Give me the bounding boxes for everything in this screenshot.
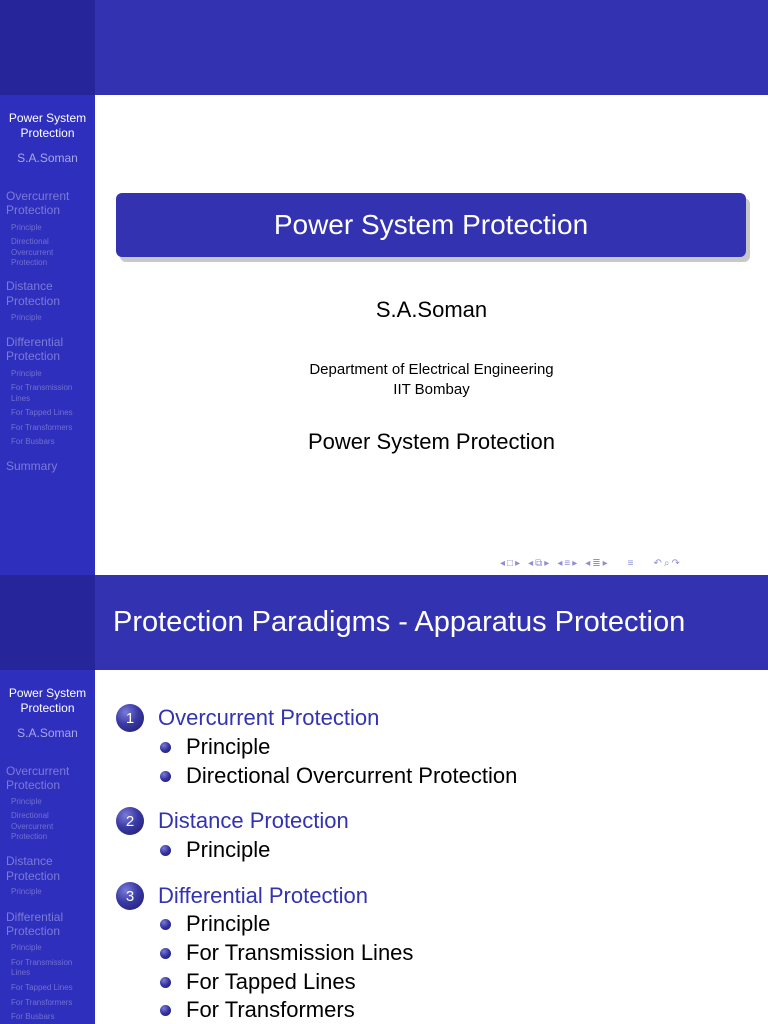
slide-header-bar [95,0,768,95]
arrow-left-icon[interactable]: ◂ [528,557,534,569]
outline-section-differential[interactable] [116,881,368,911]
sidebar-section-overcurrent-line1[interactable]: Overcurrent [6,764,70,778]
institute-line2: IIT Bombay [393,381,470,398]
sidebar-subsection-transmission-line2[interactable]: Lines [11,394,31,403]
sidebar-section-differential-line1[interactable]: Differential [6,910,64,924]
bullet-icon [160,977,171,988]
sidebar-section-overcurrent-line2[interactable]: Protection [6,778,61,792]
subsection-label: For Transmission Lines [186,940,414,965]
outline-subsection[interactable] [160,762,517,790]
bullet-icon [160,1005,171,1016]
sidebar-subsection-busbars[interactable]: For Busbars [11,437,55,446]
bullet-icon [160,742,171,753]
slide-author: S.A.Soman [375,297,488,322]
sidebar-subsection-transmission-line1[interactable]: For Transmission [11,958,73,967]
sidebar-subsection-tapped-lines[interactable]: For Tapped Lines [11,983,73,992]
redo-icon[interactable]: ↷ [671,557,680,569]
section-number-badge: 1 [116,704,144,732]
section-label: Differential Protection [158,883,368,908]
sidebar-subsection-transmission-line1[interactable]: For Transmission [11,383,73,392]
sidebar-cap [0,575,95,670]
outline-subsection[interactable] [160,733,270,761]
sidebar-subsection-principle[interactable]: Principle [11,943,42,952]
sidebar-subsection-principle[interactable]: Principle [11,797,42,806]
outline-slide [0,575,768,1024]
frame-icon[interactable]: □ [507,557,514,569]
sidebar-title-line1[interactable]: Power System [8,686,87,700]
outline-section-overcurrent[interactable] [116,703,379,733]
bullet-icon [160,948,171,959]
undo-icon[interactable]: ↶ [653,557,662,569]
outline-subsection[interactable] [160,836,270,864]
sidebar-subsection-directional-line1[interactable]: Directional [11,811,49,820]
sidebar-subsection-directional-line3[interactable]: Protection [11,832,48,841]
outline-section-distance[interactable] [116,806,349,836]
bullet-icon [160,771,171,782]
sidebar-author[interactable]: S.A.Soman [17,151,78,165]
section-icon[interactable]: ≡ [564,557,571,569]
section-number-badge: 2 [116,807,144,835]
bullet-icon [160,845,171,856]
arrow-left-icon[interactable]: ◂ [557,557,563,569]
sidebar-subsection-directional-line3[interactable]: Protection [11,258,48,267]
align-icon[interactable]: ≡ [627,557,634,569]
subsection-label: Principle [186,911,271,936]
outline-subsection[interactable] [160,939,413,967]
sidebar-subsection-directional-line2[interactable]: Overcurrent [11,822,54,831]
arrow-right-icon[interactable]: ▸ [515,557,521,569]
sidebar-cap [0,0,95,95]
sidebar-section-differential-line1[interactable]: Differential [6,335,64,349]
sidebar-subsection-principle[interactable]: Principle [11,369,42,378]
sidebar [0,575,95,1024]
slide-date: Power System Protection [308,429,555,454]
section-label: Distance Protection [158,808,349,833]
sidebar-section-summary[interactable]: Summary [6,459,58,473]
slide-title: Protection Paradigms - Apparatus Protection [113,606,686,638]
subsection-label: For Tapped Lines [186,969,356,994]
subsection-label: Principle [186,734,271,759]
bullet-icon [160,919,171,930]
slide-title: Power System Protection [273,209,589,240]
sidebar-title-line2[interactable]: Protection [20,701,75,715]
search-icon[interactable]: ⌕ [663,557,670,569]
sidebar-subsection-principle[interactable]: Principle [11,313,42,322]
sidebar-subsection-principle[interactable]: Principle [11,223,42,232]
outline-subsection[interactable] [160,910,270,938]
sidebar-subsection-transmission-line2[interactable]: Lines [11,968,31,977]
sidebar-section-distance-line1[interactable]: Distance [6,279,53,293]
sidebar-subsection-transformers[interactable]: For Transformers [11,998,73,1007]
sidebar-title-line2[interactable]: Protection [20,126,75,140]
sidebar-subsection-directional-line2[interactable]: Overcurrent [11,248,54,257]
list-icon[interactable]: ≣ [592,557,601,569]
sidebar-section-distance-line1[interactable]: Distance [6,854,53,868]
sidebar-subsection-tapped-lines[interactable]: For Tapped Lines [11,408,73,417]
sidebar-subsection-busbars[interactable]: For Busbars [11,1012,55,1021]
arrow-left-icon[interactable]: ◂ [585,557,591,569]
title-box [116,193,746,257]
subsection-icon[interactable]: ⧉ [535,557,543,569]
subsection-label: For Transformers [186,997,355,1022]
outline-subsection[interactable] [160,968,356,996]
subsection-label: Principle [186,837,271,862]
slide-header-bar [95,575,768,670]
sidebar-title-line1[interactable]: Power System [8,111,87,125]
sidebar-section-differential-line2[interactable]: Protection [6,349,61,363]
sidebar-author[interactable]: S.A.Soman [17,726,78,740]
beamer-navigation-bar [500,556,762,570]
sidebar [0,0,95,575]
sidebar-section-distance-line2[interactable]: Protection [6,294,61,308]
institute-line1: Department of Electrical Engineering [309,361,554,378]
sidebar-subsection-directional-line1[interactable]: Directional [11,237,49,246]
arrow-right-icon[interactable]: ▸ [544,557,550,569]
arrow-left-icon[interactable]: ◂ [500,557,506,569]
outline-subsection[interactable] [160,996,355,1024]
sidebar-section-differential-line2[interactable]: Protection [6,924,61,938]
arrow-right-icon[interactable]: ▸ [572,557,578,569]
arrow-right-icon[interactable]: ▸ [602,557,608,569]
section-number-badge: 3 [116,882,144,910]
sidebar-subsection-transformers[interactable]: For Transformers [11,423,73,432]
sidebar-section-overcurrent-line2[interactable]: Protection [6,203,61,217]
section-label: Overcurrent Protection [158,705,380,730]
sidebar-section-distance-line2[interactable]: Protection [6,869,61,883]
sidebar-section-overcurrent-line1[interactable]: Overcurrent [6,189,70,203]
sidebar-subsection-principle[interactable]: Principle [11,887,42,896]
subsection-label: Directional Overcurrent Protection [186,763,518,788]
